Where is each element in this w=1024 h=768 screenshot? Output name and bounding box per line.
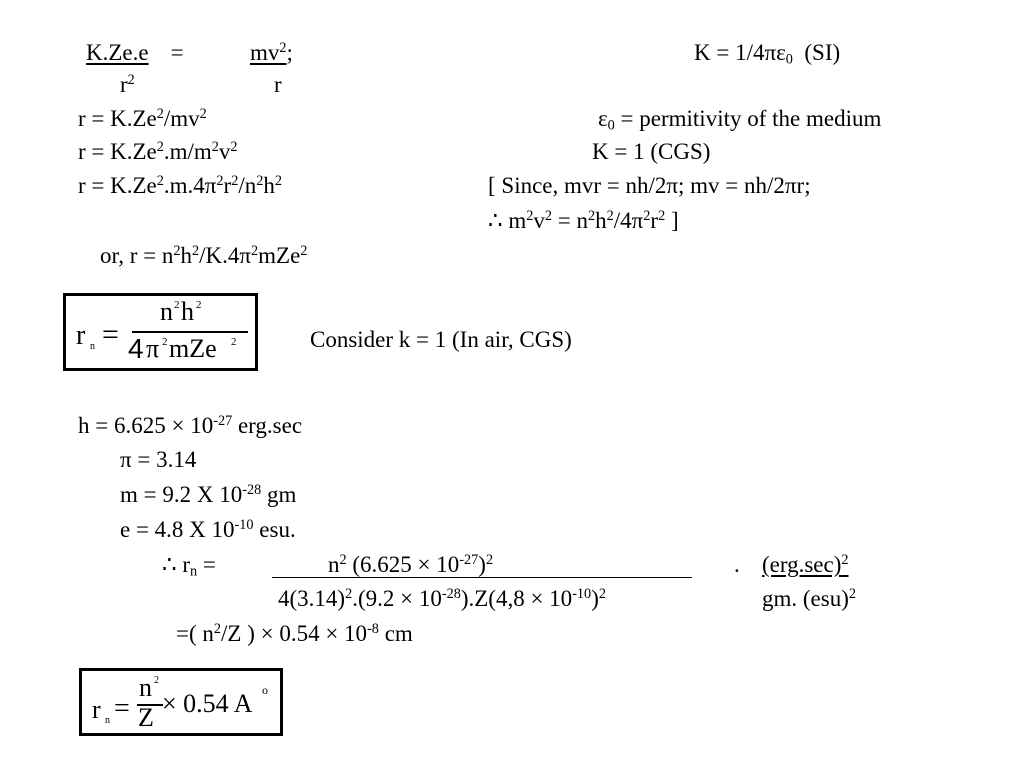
radius-formula-box: r n = n 2 h 2 4 π 2 mZe 2 (63, 293, 258, 371)
equation-r-3: $r = K.Ze^2.m.4\pi^2r^2/n^2h^2$ (78, 173, 282, 198)
equation-r-2: $r = K.Ze^2.m/m^2v^2$ (78, 139, 238, 164)
coulomb-lhs: K.Ze.e = (86, 40, 184, 65)
final-radius-box: r n = n 2 Z × 0.54 A o (79, 668, 283, 736)
therefore-note: ∴ $m^2v^2 = n^2h^2/4\pi^2r^2$ ] (488, 208, 679, 233)
unit-numerator: $(erg.\sec)^2$ (762, 552, 849, 577)
fraction-bar (132, 331, 248, 333)
since-note: [ Since, mvr = nh/2π; mv = nh/2πr; (488, 173, 811, 198)
pi-value: π = 3.14 (120, 447, 197, 472)
k-cgs: K = 1 (CGS) (592, 139, 711, 164)
consider-note: Consider k = 1 (In air, CGS) (310, 327, 572, 352)
unit-denominator: gm. (esu)$^2$ (762, 586, 856, 611)
epsilon-definition: $\varepsilon_0$ = permitivity of the medium (598, 106, 882, 134)
electron-mass: m = 9.2 X $10^{-28}$ gm (120, 482, 297, 507)
equation-r-final: or, $r = n^2h^2/K.4\pi^2mZe^2$ (100, 243, 308, 268)
denominator-r: r (274, 72, 282, 97)
denominator-r-squared: $r^2$ (120, 72, 135, 97)
centripetal-rhs: $mv^2$; (250, 40, 293, 65)
calc-denominator: $4(3.14)^2.(9.2 \times 10^{-28}).Z(4,8 \times 10^{-10})^2$ (278, 586, 606, 611)
calc-lhs: ∴ $r_n$ = (162, 552, 216, 580)
k-si-definition: $K = 1/4\pi\varepsilon_0$ (SI) (694, 40, 841, 68)
calc-result: =( $n^2/Z$ ) × $0.54 \times 10^{-8}$ cm (176, 621, 413, 646)
unit-dot: . (734, 552, 740, 577)
planck-constant: $h = 6.625 \times 10^{-27}$ erg.sec (78, 413, 303, 438)
electron-charge: e = 4.8 X $10^{-10}$ esu. (120, 517, 296, 542)
equation-r-1: $r = K.Ze^2/mv^2$ (78, 106, 207, 131)
calc-numerator: $n^2$ $(6.625 \times 10^{-27})^2$ (272, 552, 692, 578)
